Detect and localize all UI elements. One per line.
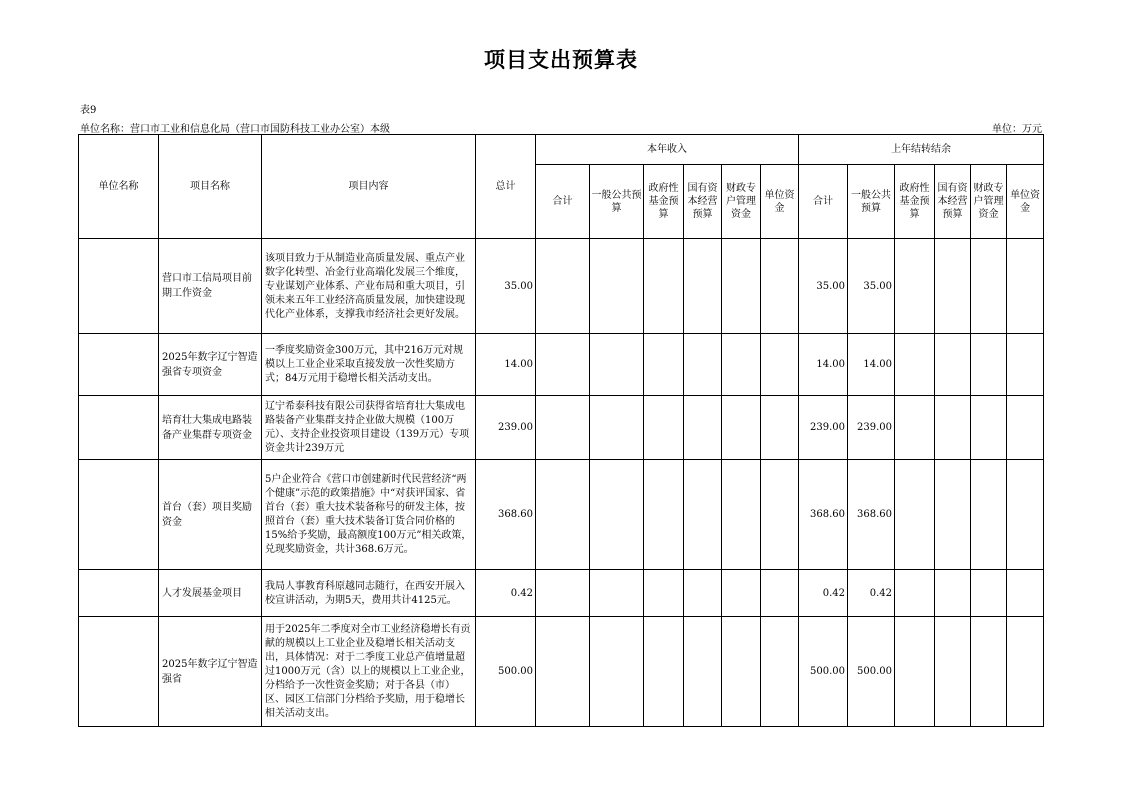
cell-prior-value [971,460,1007,570]
cell-current-value [536,570,590,617]
cell-prior-value [971,334,1007,396]
table-row [79,570,1044,617]
cell-prior-value [935,460,971,570]
cell-prior-value [971,239,1007,334]
cell-current-value [644,334,684,396]
header-prior-col: 政府性基金预算 [895,165,935,239]
cell-current-value [722,570,761,617]
cell-unit-name [79,570,159,617]
cell-current-value [761,334,799,396]
cell-project-content: 该项目致力于从制造业高质量发展、重点产业数字化转型、冶金行业高端化发展三个维度，专业谋划产业体系、产业布局和重大项目，引领未来五年工业经济高质量发展，加快建设现代化产业体系，支撑我市经济社会更好发展。 [262,239,476,334]
cell-project-name: 2025年数字辽宁智造强省 [159,617,262,727]
cell-current-value [761,460,799,570]
cell-total: 35.00 [476,239,536,334]
cell-current-value [684,396,722,460]
cell-prior-value [971,617,1007,727]
header-prior-col: 单位资金 [1007,165,1044,239]
cell-unit-name [79,334,159,396]
cell-current-value [590,460,644,570]
cell-prior-value [1007,617,1044,727]
cell-current-value [536,396,590,460]
cell-prior-value: 500.00 [799,617,848,727]
cell-prior-value [1007,334,1044,396]
cell-prior-value [971,396,1007,460]
cell-prior-value [895,396,935,460]
cell-current-value [761,396,799,460]
cell-current-value [590,617,644,727]
cell-current-value [684,334,722,396]
cell-prior-value [1007,460,1044,570]
cell-current-value [590,334,644,396]
cell-unit-name [79,617,159,727]
cell-current-value [536,617,590,727]
cell-current-value [722,239,761,334]
cell-current-value [684,460,722,570]
cell-project-name: 人才发展基金项目 [159,570,262,617]
cell-prior-value [895,460,935,570]
header-total: 总计 [476,135,536,239]
cell-prior-value: 0.42 [799,570,848,617]
cell-total: 0.42 [476,570,536,617]
cell-project-name: 首台（套）项目奖励资金 [159,460,262,570]
header-project-name: 项目名称 [159,135,262,239]
table-row [79,239,1044,334]
cell-prior-value [1007,239,1044,334]
cell-current-value [722,334,761,396]
cell-current-value [684,617,722,727]
header-current-year: 本年收入 [536,135,799,165]
header-prior-col: 国有资本经营预算 [935,165,971,239]
table-row [79,617,1044,727]
cell-prior-value [935,239,971,334]
cell-current-value [644,239,684,334]
table-number: 表9 [80,105,97,116]
table-body [79,239,1044,727]
cell-current-value [722,617,761,727]
table-row [79,334,1044,396]
cell-current-value [590,239,644,334]
cell-current-value [644,460,684,570]
cell-current-value [761,570,799,617]
header-current-col: 政府性基金预算 [644,165,684,239]
cell-prior-value [1007,570,1044,617]
cell-current-value [590,396,644,460]
cell-current-value [684,239,722,334]
cell-current-value [722,396,761,460]
cell-current-value [536,460,590,570]
cell-prior-value [935,570,971,617]
cell-current-value [644,396,684,460]
header-project-content: 项目内容 [262,135,476,239]
cell-current-value [644,617,684,727]
cell-current-value [590,570,644,617]
cell-project-name: 2025年数字辽宁智造强省专项资金 [159,334,262,396]
cell-prior-value: 500.00 [848,617,895,727]
cell-current-value [536,239,590,334]
table-row [79,460,1044,570]
page-title: 项目支出预算表 [484,47,638,72]
cell-current-value [536,334,590,396]
cell-prior-value [895,570,935,617]
cell-prior-value: 35.00 [799,239,848,334]
cell-prior-value: 368.60 [848,460,895,570]
cell-total: 14.00 [476,334,536,396]
cell-unit-name [79,239,159,334]
header-unit-name: 单位名称 [79,135,159,239]
budget-table [78,134,1044,727]
cell-prior-value [895,239,935,334]
cell-unit-name [79,460,159,570]
cell-prior-value: 14.00 [799,334,848,396]
cell-prior-value: 239.00 [848,396,895,460]
cell-unit-name [79,396,159,460]
cell-prior-value [935,396,971,460]
cell-prior-value [895,617,935,727]
cell-project-name: 营口市工信局项目前期工作资金 [159,239,262,334]
header-current-col: 一般公共预算 [590,165,644,239]
cell-prior-value: 368.60 [799,460,848,570]
header-current-col: 单位资金 [761,165,799,239]
header-prior-col: 合计 [799,165,848,239]
header-current-col: 国有资本经营预算 [684,165,722,239]
cell-prior-value: 0.42 [848,570,895,617]
table-row [79,396,1044,460]
unit-name-line: 单位名称：营口市工业和信息化局（营口市国防科技工业办公室）本级 [80,124,390,135]
cell-prior-value [935,334,971,396]
cell-current-value [761,239,799,334]
cell-current-value [761,617,799,727]
header-prior-col: 一般公共预算 [848,165,895,239]
budget-table-container [78,134,1044,727]
cell-project-name: 培育壮大集成电路装备产业集群专项资金 [159,396,262,460]
cell-current-value [722,460,761,570]
cell-prior-value: 35.00 [848,239,895,334]
cell-prior-value [935,617,971,727]
cell-prior-value [1007,396,1044,460]
cell-prior-value: 239.00 [799,396,848,460]
header-current-col: 合计 [536,165,590,239]
cell-project-content: 我局人事教育科原越同志随行，在西安开展入校宣讲活动，为期5天，费用共计4125元。 [262,570,476,617]
cell-current-value [644,570,684,617]
header-prior-col: 财政专户管理资金 [971,165,1007,239]
cell-prior-value: 14.00 [848,334,895,396]
cell-total: 368.60 [476,460,536,570]
cell-project-content: 用于2025年二季度对全市工业经济稳增长有贡献的规模以上工业企业及稳增长相关活动支出，具体情况：对于二季度工业总产值增量超过1000万元（含）以上的规模以上工业企业，分档给予一次性资金奖励；对于各县（市）区、园区工信部门分档给予奖励，用于稳增长相关活动支出。 [262,617,476,727]
header-prior-year: 上年结转结余 [799,135,1044,165]
cell-total: 239.00 [476,396,536,460]
cell-prior-value [895,334,935,396]
cell-current-value [684,570,722,617]
header-current-col: 财政专户管理资金 [722,165,761,239]
cell-total: 500.00 [476,617,536,727]
cell-project-content: 5户企业符合《营口市创建新时代民营经济“两个健康”示范的政策措施》中“对获评国家、省首台（套）重大技术装备称号的研发主体，按照首台（套）重大技术装备订货合同价格的15%给予奖励，最高额度100万元”相关政策，兑现奖励资金，共计368.6万元。 [262,460,476,570]
cell-project-content: 一季度奖励资金300万元，其中216万元对规模以上工业企业采取直接发放一次性奖励方式；84万元用于稳增长相关活动支出。 [262,334,476,396]
unit-of-measure: 单位：万元 [992,124,1042,135]
cell-prior-value [971,570,1007,617]
cell-project-content: 辽宁希泰科技有限公司获得省培育壮大集成电路装备产业集群支持企业做大规模（100万元）、支持企业投资项目建设（139万元）专项资金共计239万元 [262,396,476,460]
